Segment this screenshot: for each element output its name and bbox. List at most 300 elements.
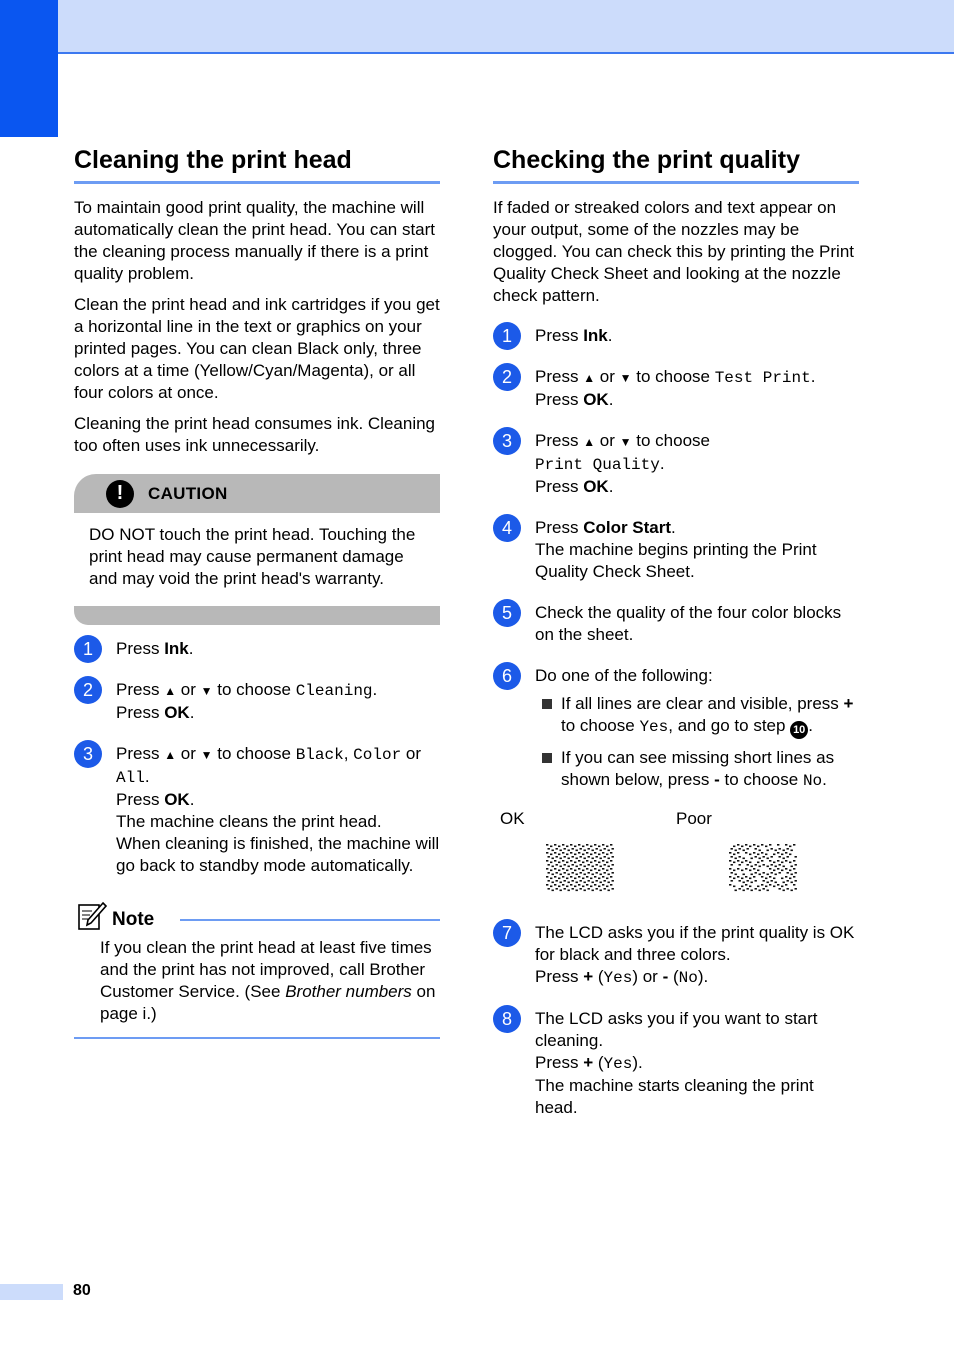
nozzle-dot (574, 862, 576, 864)
nozzle-dot (564, 848, 566, 850)
nozzle-dot (570, 868, 572, 870)
nozzle-dot (572, 856, 574, 858)
step-item (493, 922, 859, 989)
key-label: - (662, 967, 669, 986)
nozzle-dot (588, 888, 590, 890)
lcd-option: Cleaning (295, 682, 373, 700)
nozzle-dot (586, 876, 588, 878)
nozzle-dot (580, 856, 582, 858)
nozzle-dot (584, 890, 586, 892)
nozzle-dot (779, 864, 781, 866)
nozzle-dot (556, 880, 558, 882)
step-text: The LCD asks you if the print quality is OK for black and three colors. (535, 923, 855, 964)
nozzle-dot (560, 850, 562, 852)
section-title-cleaning: Cleaning the print head (74, 144, 440, 184)
nozzle-dot (582, 886, 584, 888)
nozzle-dot (584, 882, 586, 884)
nozzle-dot (598, 870, 600, 872)
nozzle-dot (586, 884, 588, 886)
step-number-icon: 3 (493, 427, 521, 455)
step-text: Press (535, 1053, 584, 1072)
nozzle-dot (767, 858, 769, 860)
nozzle-dot (586, 860, 588, 862)
lcd-option: No (802, 772, 823, 790)
up-arrow-icon: ▲ (164, 748, 177, 762)
nozzle-dot (552, 882, 554, 884)
nozzle-dot (781, 870, 783, 872)
nozzle-dot (743, 858, 745, 860)
nozzle-dot (779, 888, 781, 890)
down-arrow-icon: ▼ (619, 371, 632, 385)
nozzle-dot (594, 844, 596, 846)
note-reference: Brother numbers (285, 982, 412, 1001)
nozzle-dot (779, 856, 781, 858)
nozzle-dot (574, 854, 576, 856)
step-number-icon: 7 (493, 919, 521, 947)
bullet-text: If you can see missing short lines as shown below, press (561, 748, 835, 789)
nozzle-dot (546, 876, 548, 878)
nozzle-dot (777, 884, 779, 886)
nozzle-dot (570, 844, 572, 846)
nozzle-dot (741, 886, 743, 888)
nozzle-dot (755, 856, 757, 858)
nozzle-dot (785, 876, 787, 878)
step-text: . (372, 680, 378, 699)
nozzle-dot (757, 854, 759, 856)
nozzle-dot (580, 880, 582, 882)
nozzle-dot (741, 878, 743, 880)
nozzle-dot (775, 850, 777, 852)
nozzle-dot (759, 890, 761, 892)
note-header (74, 901, 440, 931)
nozzle-dot (570, 860, 572, 862)
nozzle-dot (586, 868, 588, 870)
nozzle-dot (578, 860, 580, 862)
nozzle-dot (596, 848, 598, 850)
nozzle-dot (580, 864, 582, 866)
nozzle-dot (739, 880, 741, 882)
nozzle-dot (749, 862, 751, 864)
quality-steps (493, 325, 859, 1119)
note-title: Note (112, 909, 155, 930)
nozzle-dot (566, 886, 568, 888)
step-text: to choose (212, 744, 296, 763)
nozzle-dot (789, 846, 791, 848)
nozzle-dot (552, 858, 554, 860)
nozzle-dot (608, 890, 610, 892)
bullet-text: to choose (719, 770, 803, 789)
nozzle-dot (741, 862, 743, 864)
paragraph: To maintain good print quality, the machine will automatically clean the print head. You can start the cleaning process manually if there is a print quality problem. (74, 198, 436, 283)
nozzle-dot (763, 864, 765, 866)
nozzle-dot (765, 886, 767, 888)
footer-band (0, 1284, 63, 1300)
key-label: OK (164, 790, 190, 809)
nozzle-dot (767, 866, 769, 868)
nozzle-dot (739, 864, 741, 866)
nozzle-dot (767, 850, 769, 852)
nozzle-dot (578, 884, 580, 886)
nozzle-dot (568, 866, 570, 868)
nozzle-dot (562, 868, 564, 870)
nozzle-dot (777, 844, 779, 846)
nozzle-dot (781, 886, 783, 888)
up-arrow-icon: ▲ (164, 684, 177, 698)
nozzle-dot (783, 882, 785, 884)
nozzle-dot (793, 884, 795, 886)
step-text: . (189, 703, 195, 722)
nozzle-dot (763, 856, 765, 858)
nozzle-dot (580, 888, 582, 890)
step-text: Do one of the following: (535, 666, 713, 685)
note-text-part: If you clean the print head at least five times and the print has not improved, call Brother Customer Service. (See (100, 938, 432, 1001)
note-text (74, 937, 440, 1025)
nozzle-dot (781, 878, 783, 880)
nozzle-dot (548, 880, 550, 882)
nozzle-dot (753, 844, 755, 846)
nozzle-dot (751, 874, 753, 876)
nozzle-dot (596, 880, 598, 882)
nozzle-dot (771, 864, 773, 866)
nozzle-dot (751, 890, 753, 892)
nozzle-dot (761, 852, 763, 854)
nozzle-dot (781, 862, 783, 864)
nozzle-dot (608, 874, 610, 876)
nozzle-dot (761, 884, 763, 886)
nozzle-dot (584, 850, 586, 852)
nozzle-dot (755, 864, 757, 866)
nozzle-dot (767, 874, 769, 876)
step-text: . (671, 518, 676, 537)
nozzle-dot (550, 878, 552, 880)
chapter-tab (0, 0, 58, 137)
nozzle-dot (608, 850, 610, 852)
cleaning-steps (74, 638, 440, 877)
exclamation-icon: ! (106, 480, 134, 508)
poor-nozzle-pattern (729, 844, 799, 894)
step-item (493, 517, 859, 583)
lcd-option: Test Print (714, 369, 811, 387)
step-text: to choose (631, 367, 715, 386)
nozzle-dot (779, 872, 781, 874)
page-number: 80 (73, 1282, 91, 1299)
nozzle-dot (592, 866, 594, 868)
nozzle-dot (576, 866, 578, 868)
nozzle-dot (795, 864, 797, 866)
nozzle-dot (777, 868, 779, 870)
nozzle-dot (751, 858, 753, 860)
left-column (74, 140, 440, 1039)
nozzle-dot (795, 872, 797, 874)
nozzle-dot (729, 868, 731, 870)
nozzle-dot (546, 860, 548, 862)
nozzle-dot (775, 866, 777, 868)
nozzle-dot (773, 854, 775, 856)
nozzle-dot (741, 846, 743, 848)
nozzle-dot (550, 854, 552, 856)
nozzle-dot (602, 884, 604, 886)
step-text: Press (116, 790, 165, 809)
nozzle-dot (749, 854, 751, 856)
nozzle-dot (584, 866, 586, 868)
step-text: . (810, 367, 816, 386)
nozzle-dot (769, 844, 771, 846)
nozzle-dot (733, 878, 735, 880)
caution-text: DO NOT touch the print head. Touching the print head may cause permanent damage and may void the print head's warranty. (89, 525, 416, 588)
step-number-icon: 2 (74, 676, 102, 704)
nozzle-dot (743, 882, 745, 884)
step-text: Press (535, 518, 584, 537)
caution-footer (74, 606, 440, 625)
nozzle-dot (604, 872, 606, 874)
nozzle-dot (745, 884, 747, 886)
step-text: ) or (632, 967, 663, 986)
nozzle-dot (771, 848, 773, 850)
nozzle-dot (735, 890, 737, 892)
caution-box (74, 474, 440, 625)
nozzle-dot (578, 844, 580, 846)
nozzle-dot (763, 872, 765, 874)
nozzle-dot (612, 856, 614, 858)
nozzle-dot (558, 862, 560, 864)
nozzle-dot (584, 874, 586, 876)
nozzle-dot (574, 886, 576, 888)
nozzle-dot (755, 880, 757, 882)
nozzle-dot (773, 870, 775, 872)
nozzle-dot (606, 870, 608, 872)
nozzle-dot (745, 876, 747, 878)
nozzle-dot (745, 868, 747, 870)
step-text: The machine cleans the print head. (116, 812, 382, 831)
key-label: OK (583, 477, 609, 496)
nozzle-dot (576, 890, 578, 892)
nozzle-dot (580, 872, 582, 874)
paragraph: Cleaning the print head consumes ink. Cleaning too often uses ink unnecessarily. (74, 414, 436, 455)
nozzle-dot (572, 872, 574, 874)
nozzle-dot (566, 854, 568, 856)
step-text: Press (116, 680, 165, 699)
nozzle-dot (765, 846, 767, 848)
nozzle-dot (787, 872, 789, 874)
nozzle-dot (594, 884, 596, 886)
nozzle-dot (588, 864, 590, 866)
nozzle-dot (761, 844, 763, 846)
nozzle-dot (562, 860, 564, 862)
step-text: or (595, 367, 620, 386)
nozzle-dot (773, 862, 775, 864)
nozzle-dot (602, 852, 604, 854)
nozzle-dot (745, 852, 747, 854)
paragraph: Clean the print head and ink cartridges if you get a horizontal line in the text or graphics on your printed pages. You can clean Black only, three colors at a time (Yellow/Cyan/Magenta), or all four colors at once. (74, 295, 440, 402)
nozzle-dot (584, 858, 586, 860)
nozzle-dot (789, 854, 791, 856)
nozzle-dot (791, 874, 793, 876)
nozzle-dot (793, 876, 795, 878)
note-box (74, 901, 440, 1039)
nozzle-dot (757, 886, 759, 888)
nozzle-dot (787, 848, 789, 850)
nozzle-dot (590, 846, 592, 848)
nozzle-dot (552, 850, 554, 852)
bullet-text: . (808, 716, 813, 735)
step-text: Press (535, 326, 584, 345)
step-ten-icon: 10 (790, 721, 808, 739)
step-number-icon: 5 (493, 599, 521, 627)
nozzle-dot (771, 872, 773, 874)
nozzle-dot (779, 848, 781, 850)
nozzle-dot (604, 856, 606, 858)
nozzle-dot (769, 868, 771, 870)
nozzle-dot (743, 874, 745, 876)
nozzle-dot (793, 860, 795, 862)
nozzle-dot (741, 870, 743, 872)
nozzle-dot (568, 874, 570, 876)
step-text: The machine starts cleaning the print head. (535, 1076, 814, 1117)
nozzle-dot (775, 882, 777, 884)
nozzle-dot (733, 870, 735, 872)
nozzle-dot (783, 850, 785, 852)
nozzle-dot (791, 866, 793, 868)
ok-label: OK (500, 809, 525, 828)
nozzle-dot (548, 872, 550, 874)
lcd-option: Yes (603, 969, 633, 987)
nozzle-dot (580, 848, 582, 850)
step-text: ). (697, 967, 709, 986)
nozzle-dot (777, 860, 779, 862)
nozzle-dot (562, 876, 564, 878)
lcd-option: Yes (639, 718, 669, 736)
nozzle-dot (554, 860, 556, 862)
nozzle-dot (791, 850, 793, 852)
nozzle-dot (550, 870, 552, 872)
nozzle-dot (793, 844, 795, 846)
nozzle-dot (610, 884, 612, 886)
nozzle-dot (548, 848, 550, 850)
nozzle-dot (560, 866, 562, 868)
step-text: Check the quality of the four color blocks on the sheet. (535, 603, 842, 644)
step-item (493, 366, 859, 411)
nozzle-dot (791, 882, 793, 884)
nozzle-dot (769, 876, 771, 878)
nozzle-dot (767, 890, 769, 892)
nozzle-dot (731, 872, 733, 874)
nozzle-dot (590, 878, 592, 880)
nozzle-dot (793, 868, 795, 870)
lcd-option: Print Quality (535, 456, 660, 474)
nozzle-dot (783, 858, 785, 860)
nozzle-dot (747, 888, 749, 890)
nozzle-dot (731, 856, 733, 858)
nozzle-dot (594, 852, 596, 854)
nozzle-dot (787, 888, 789, 890)
poor-label: Poor (676, 809, 712, 828)
nozzle-dot (610, 868, 612, 870)
bullet-square-icon (542, 753, 552, 763)
nozzle-dot (564, 880, 566, 882)
nozzle-dot (596, 872, 598, 874)
nozzle-dot (572, 888, 574, 890)
nozzle-dot (763, 880, 765, 882)
step-text: . (144, 767, 150, 786)
step-number-icon: 1 (493, 322, 521, 350)
nozzle-dot (600, 866, 602, 868)
nozzle-dot (572, 864, 574, 866)
bullet-text: If all lines are clear and visible, press (561, 694, 844, 713)
step-number-icon: 6 (493, 662, 521, 690)
key-label: Color Start (583, 518, 672, 537)
nozzle-dot (731, 848, 733, 850)
nozzle-dot (566, 846, 568, 848)
step-text: Press (535, 967, 584, 986)
caution-header (74, 474, 440, 513)
lcd-option: All (116, 769, 145, 787)
nozzle-dot (576, 850, 578, 852)
nozzle-dot (604, 848, 606, 850)
step-item (493, 1008, 859, 1119)
nozzle-dot (570, 884, 572, 886)
key-label: + (843, 694, 854, 713)
nozzle-dot (602, 876, 604, 878)
nozzle-dot (729, 884, 731, 886)
list-item (535, 693, 859, 739)
step-text: Press (116, 703, 165, 722)
nozzle-dot (612, 848, 614, 850)
step-item (493, 602, 859, 646)
nozzle-dot (560, 890, 562, 892)
header-band (0, 0, 954, 54)
nozzle-dot (582, 846, 584, 848)
nozzle-dot (729, 876, 731, 878)
nozzle-dot (590, 854, 592, 856)
nozzle-dot (608, 882, 610, 884)
nozzle-dot (576, 882, 578, 884)
nozzle-dot (594, 876, 596, 878)
key-label: OK (583, 390, 609, 409)
nozzle-dot (735, 874, 737, 876)
nozzle-dot (588, 856, 590, 858)
nozzle-dot (735, 858, 737, 860)
lcd-option: Yes (603, 1055, 633, 1073)
nozzle-dot (769, 860, 771, 862)
note-pencil-icon (77, 901, 107, 931)
nozzle-dot (558, 886, 560, 888)
nozzle-dot (789, 878, 791, 880)
nozzle-dot (600, 882, 602, 884)
nozzle-dot (747, 880, 749, 882)
nozzle-dot (612, 864, 614, 866)
step-text: . (188, 639, 194, 658)
nozzle-dot (576, 874, 578, 876)
nozzle-dot (785, 868, 787, 870)
nozzle-dot (586, 852, 588, 854)
nozzle-dot (775, 874, 777, 876)
nozzle-dot (729, 852, 731, 854)
step-item (74, 679, 440, 724)
caution-title: CAUTION (148, 483, 228, 503)
step-item (493, 430, 859, 498)
nozzle-dot (757, 862, 759, 864)
nozzle-dot (745, 844, 747, 846)
nozzle-dot (592, 890, 594, 892)
nozzle-dot (564, 872, 566, 874)
nozzle-dot (598, 862, 600, 864)
down-arrow-icon: ▼ (200, 748, 213, 762)
nozzle-dot (761, 876, 763, 878)
bullet-text: to choose (561, 716, 640, 735)
nozzle-dot (608, 866, 610, 868)
nozzle-dot (737, 844, 739, 846)
section-title-checking: Checking the print quality (493, 144, 859, 184)
